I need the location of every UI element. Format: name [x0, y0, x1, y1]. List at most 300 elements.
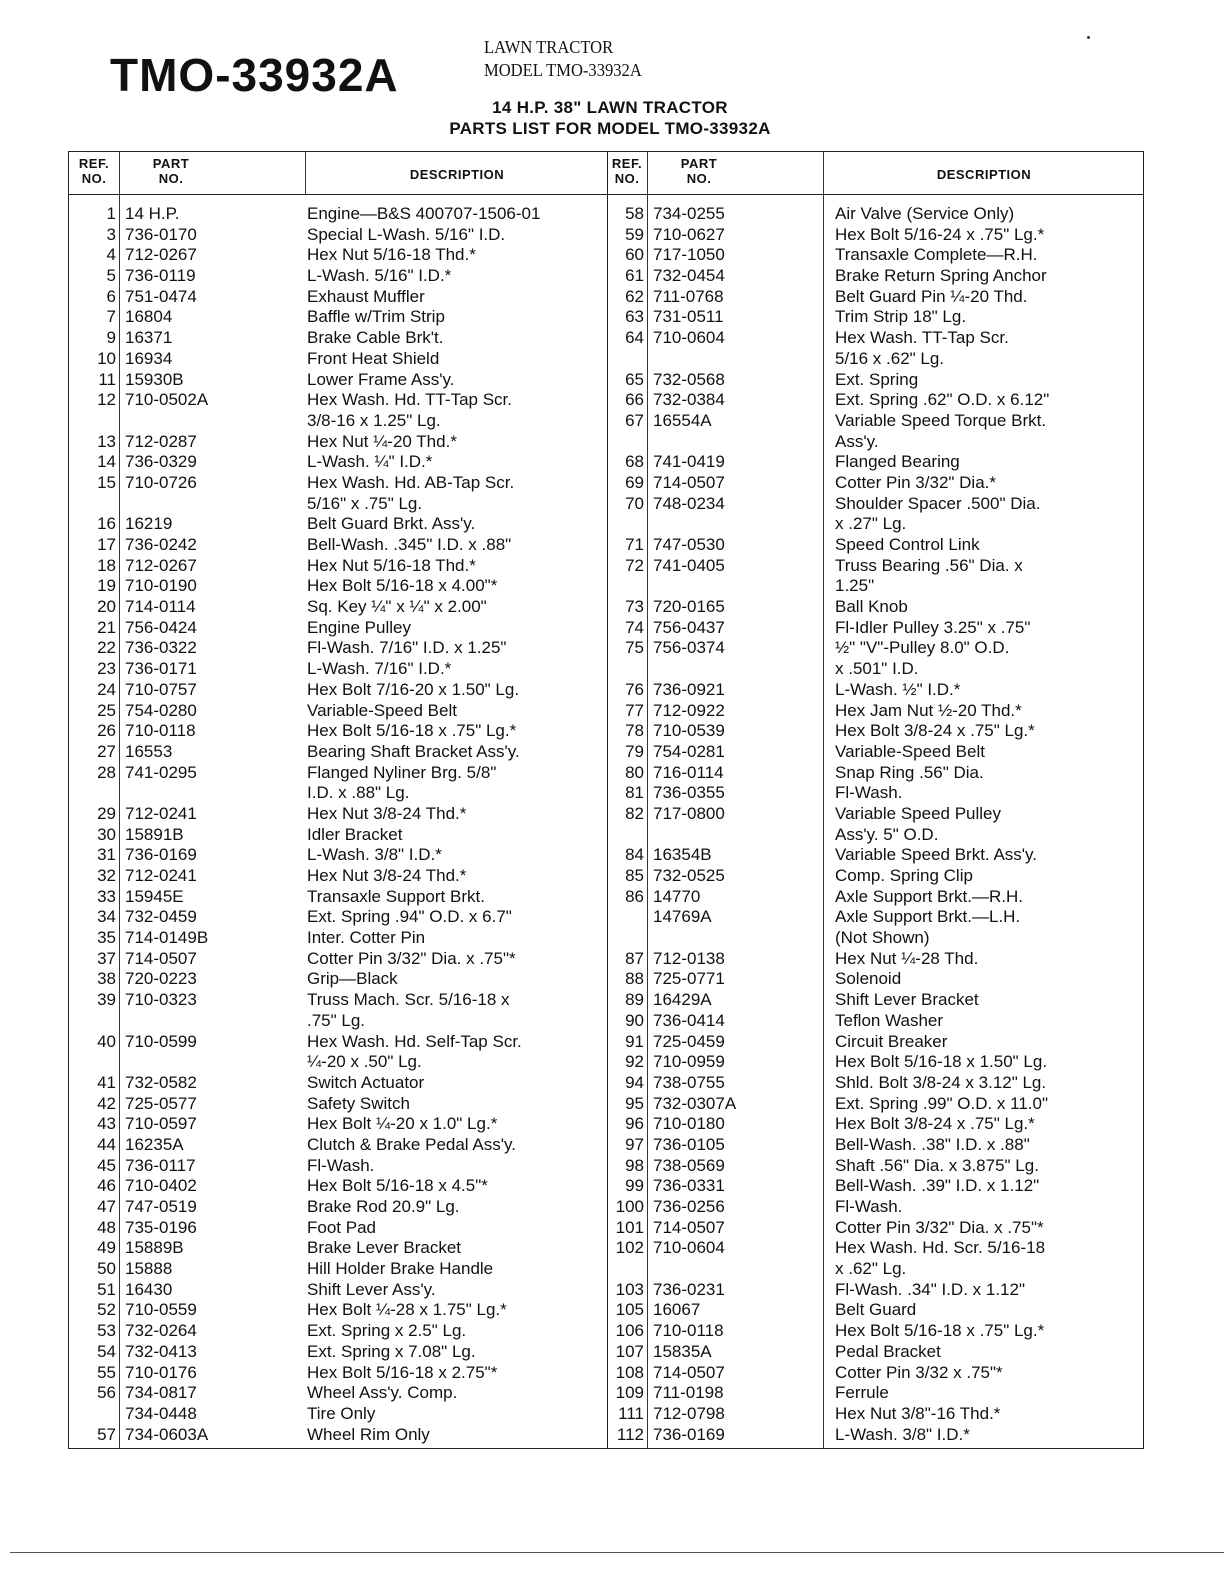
part-no-cell: 736-0242 — [125, 535, 197, 554]
description-cell: Variable-Speed Belt — [307, 700, 457, 720]
description-cell: Bell-Wash. .38" I.D. x .88" — [835, 1134, 1030, 1154]
description-cell: Engine Pulley — [307, 617, 411, 637]
table-row — [607, 1218, 1143, 1239]
description-cell: Hex Bolt 7/16-20 x 1.50" Lg. — [307, 679, 520, 699]
part-no-cell: 732-0454 — [653, 266, 725, 286]
ref-no-cell: 60 — [625, 245, 644, 265]
table-row — [69, 887, 607, 908]
description-cell: Cotter Pin 3/32" Dia. x .75"* — [307, 948, 516, 968]
ref-no-cell: 64 — [625, 328, 644, 348]
ref-no-cell: 16 — [97, 514, 116, 534]
description-cell: Hex Nut 5/16-18 Thd.* — [307, 245, 476, 265]
description-cell: L-Wash. 3/8" I.D.* — [307, 845, 442, 865]
part-no-cell: 14770 — [653, 886, 701, 906]
table-row — [69, 452, 607, 473]
table-row — [69, 1197, 607, 1218]
description-cell: L-Wash. 3/8" I.D.* — [835, 1424, 970, 1444]
table-row — [69, 763, 607, 784]
table-row — [607, 473, 1143, 494]
description-cell: Baffle w/Trim Strip — [307, 307, 445, 327]
table-row — [69, 535, 607, 556]
left-rows — [69, 204, 607, 1445]
part-no-cell: 736-0256 — [653, 1197, 725, 1216]
table-row — [69, 969, 607, 990]
ref-no-cell: 81 — [625, 783, 644, 803]
part-no-cell: 732-0413 — [125, 1341, 197, 1361]
table-row — [69, 804, 607, 825]
description-cell: Axle Support Brkt.—L.H. — [835, 907, 1021, 927]
table-row — [607, 1135, 1143, 1156]
table-row — [69, 907, 607, 928]
header-ref-no: REF. NO. — [611, 156, 643, 186]
table-row — [69, 245, 607, 266]
ref-no-cell: 20 — [97, 597, 116, 617]
description-cell: Variable Speed Torque Brkt. — [835, 410, 1047, 430]
part-no-cell: 714-0507 — [653, 1217, 725, 1237]
ref-no-cell: 54 — [97, 1341, 116, 1361]
ref-no-cell: 98 — [625, 1155, 644, 1175]
description-cell: Wheel Rim Only — [307, 1424, 430, 1444]
table-row — [69, 825, 607, 846]
part-no-cell: 710-0627 — [653, 224, 725, 244]
table-row — [607, 1156, 1143, 1177]
table-row — [69, 1321, 607, 1342]
description-cell: Shaft .56" Dia. x 3.875" Lg. — [835, 1155, 1039, 1175]
table-row — [607, 432, 1143, 453]
table-row — [607, 514, 1143, 535]
ref-no-cell: 57 — [97, 1424, 116, 1444]
table-row — [607, 370, 1143, 391]
ref-no-cell: 38 — [97, 969, 116, 989]
description-cell: Lower Frame Ass'y. — [307, 369, 455, 389]
ref-no-cell: 4 — [106, 245, 116, 265]
description-cell: Hex Bolt ¼-20 x 1.0" Lg.* — [307, 1114, 498, 1134]
part-no-cell: 710-0180 — [653, 1114, 725, 1134]
description-cell: Ext. Spring .62" O.D. x 6.12" — [835, 390, 1050, 410]
table-row — [69, 1259, 607, 1280]
table-row — [69, 742, 607, 763]
ref-no-cell: 76 — [625, 679, 644, 699]
description-cell: Shift Lever Ass'y. — [307, 1279, 436, 1299]
part-no-cell: 710-0118 — [125, 721, 196, 741]
part-no-cell: 15930B — [125, 369, 184, 389]
subtitle-line-1: 14 H.P. 38" LAWN TRACTOR — [492, 98, 728, 117]
ref-no-cell: 97 — [625, 1134, 644, 1154]
table-row — [607, 763, 1143, 784]
description-cell: I.D. x .88" Lg. — [307, 783, 410, 803]
description-cell: Ext. Spring .99" O.D. x 11.0" — [835, 1093, 1049, 1113]
part-no-cell: 714-0507 — [653, 1362, 725, 1382]
ref-no-cell: 53 — [97, 1321, 116, 1341]
part-no-cell: 15889B — [125, 1238, 184, 1258]
description-cell: Hex Wash. Hd. Scr. 5/16-18 — [835, 1238, 1046, 1258]
ref-no-cell: 86 — [625, 886, 644, 906]
description-cell: Bell-Wash. .39" I.D. x 1.12" — [835, 1176, 1040, 1196]
description-cell: Ext. Spring — [835, 369, 919, 389]
ref-no-cell: 99 — [625, 1176, 644, 1196]
description-cell: Shift Lever Bracket — [835, 990, 979, 1010]
description-cell: Hex Nut ¼-28 Thd. — [835, 948, 979, 968]
part-no-cell: 16219 — [125, 514, 173, 534]
table-row — [607, 618, 1143, 639]
table-row — [69, 1280, 607, 1301]
part-no-cell: 736-0414 — [653, 1010, 725, 1030]
description-cell: Belt Guard — [835, 1300, 917, 1320]
table-row — [607, 638, 1143, 659]
part-no-cell: 16934 — [125, 348, 173, 368]
ref-no-cell: 14 — [97, 452, 116, 472]
ref-no-cell: 42 — [97, 1093, 116, 1113]
ref-no-cell: 85 — [625, 866, 644, 885]
table-row — [607, 866, 1143, 887]
description-cell: L-Wash. ½" I.D.* — [835, 679, 961, 699]
part-no-cell: 736-0119 — [125, 266, 196, 286]
part-no-cell: 717-0800 — [653, 803, 725, 823]
table-row — [69, 1114, 607, 1135]
description-cell: Hex Wash. Hd. TT-Tap Scr. — [307, 390, 513, 410]
ref-no-cell: 29 — [97, 803, 116, 823]
part-no-cell: 736-0117 — [125, 1155, 196, 1175]
description-cell: Air Valve (Service Only) — [835, 204, 1015, 223]
part-no-cell: 736-0170 — [125, 224, 197, 244]
description-cell: Snap Ring .56" Dia. — [835, 762, 984, 782]
description-cell: Shld. Bolt 3/8-24 x 3.12" Lg. — [835, 1072, 1047, 1092]
description-cell: x .27" Lg. — [835, 514, 907, 534]
part-no-cell: 16554A — [653, 410, 712, 430]
ref-no-cell: 77 — [625, 700, 644, 720]
ref-no-cell: 79 — [625, 741, 644, 761]
description-cell: Hex Bolt 3/8-24 x .75" Lg.* — [835, 1114, 1035, 1134]
ref-no-cell: 15 — [97, 472, 116, 492]
page-subtitle — [300, 97, 920, 139]
part-no-cell: 756-0437 — [653, 617, 725, 637]
ref-no-cell: 89 — [625, 990, 644, 1010]
part-no-cell: 16354B — [653, 845, 712, 865]
description-cell: Ferrule — [835, 1383, 889, 1403]
table-row — [607, 1094, 1143, 1115]
part-no-cell: 711-0768 — [653, 286, 724, 306]
table-row — [69, 1238, 607, 1259]
description-cell: Hex Bolt 3/8-24 x .75" Lg.* — [835, 721, 1035, 741]
part-no-cell: 710-0118 — [653, 1321, 724, 1341]
description-cell: Belt Guard Pin ¼-20 Thd. — [835, 286, 1028, 306]
table-row — [69, 928, 607, 949]
description-cell: Grip—Black — [307, 969, 398, 989]
description-cell: Variable Speed Brkt. Ass'y. — [835, 845, 1037, 865]
ref-no-cell: 58 — [625, 204, 644, 223]
ref-no-cell: 96 — [625, 1114, 644, 1134]
table-row — [69, 370, 607, 391]
table-row — [607, 597, 1143, 618]
header-description: DESCRIPTION — [409, 167, 505, 182]
ref-no-cell: 37 — [97, 948, 116, 968]
part-no-cell: 738-0569 — [653, 1155, 725, 1175]
description-cell: Cotter Pin 3/32" Dia.* — [835, 472, 997, 492]
description-cell: Transaxle Support Brkt. — [307, 886, 485, 906]
ref-no-cell: 5 — [106, 266, 116, 286]
table-row — [607, 949, 1143, 970]
part-no-cell: 732-0264 — [125, 1321, 197, 1341]
description-cell: Circuit Breaker — [835, 1031, 948, 1051]
ref-no-cell: 7 — [106, 307, 116, 327]
ref-no-cell: 18 — [97, 555, 116, 575]
part-no-cell: 14769A — [653, 907, 712, 927]
part-no-cell: 736-0169 — [125, 845, 197, 865]
table-row — [607, 742, 1143, 763]
ref-no-cell: 70 — [625, 493, 644, 513]
description-cell: Hex Bolt 5/16-18 x 4.5"* — [307, 1176, 488, 1196]
part-no-cell: 714-0114 — [125, 597, 196, 617]
stray-dot-mark — [1087, 36, 1090, 39]
table-row — [69, 1094, 607, 1115]
part-no-cell: 714-0507 — [653, 472, 725, 492]
ref-no-cell: 105 — [615, 1300, 644, 1320]
part-no-cell: 16067 — [653, 1300, 701, 1320]
table-row — [607, 680, 1143, 701]
description-cell: Hex Wash. TT-Tap Scr. — [835, 328, 1009, 348]
part-no-cell: 16804 — [125, 307, 173, 327]
table-row — [607, 556, 1143, 577]
description-cell: Hex Nut 3/8-24 Thd.* — [307, 866, 467, 885]
table-row — [607, 1342, 1143, 1363]
ref-no-cell: 22 — [97, 638, 116, 658]
description-cell: Hex Bolt 5/16-18 x .75" Lg.* — [307, 721, 517, 741]
ref-no-cell: 43 — [97, 1114, 116, 1134]
description-cell: Trim Strip 18" Lg. — [835, 307, 967, 327]
part-no-cell: 710-0604 — [653, 1238, 725, 1258]
table-row — [607, 349, 1143, 370]
table-row — [69, 432, 607, 453]
ref-no-cell: 17 — [97, 535, 116, 554]
table-row — [607, 928, 1143, 949]
description-cell: Ext. Spring x 7.08" Lg. — [307, 1341, 476, 1361]
description-cell: Exhaust Muffler — [307, 286, 425, 306]
description-cell: 3/8-16 x 1.25" Lg. — [307, 410, 441, 430]
table-row — [607, 804, 1143, 825]
table-row — [69, 1176, 607, 1197]
ref-no-cell: 3 — [106, 224, 116, 244]
description-cell: Axle Support Brkt.—R.H. — [835, 886, 1024, 906]
part-no-cell: 725-0459 — [653, 1031, 725, 1051]
part-no-cell: 710-0502A — [125, 390, 209, 410]
table-row — [69, 1218, 607, 1239]
model-title: TMO-33932A — [110, 49, 399, 101]
ref-no-cell: 73 — [625, 597, 644, 617]
table-row — [607, 783, 1143, 804]
table-row — [69, 783, 607, 804]
description-cell: Hex Bolt 5/16-18 x 2.75"* — [307, 1362, 498, 1382]
description-cell: Ball Knob — [835, 597, 908, 617]
description-cell: Hex Wash. Hd. AB-Tap Scr. — [307, 472, 515, 492]
table-row — [607, 845, 1143, 866]
ref-no-cell: 26 — [97, 721, 116, 741]
ref-no-cell: 78 — [625, 721, 644, 741]
ref-no-cell: 46 — [97, 1176, 116, 1196]
note-line-2: MODEL TMO-33932A — [484, 60, 642, 80]
description-cell: Engine—B&S 400707-1506-01 — [307, 204, 541, 223]
description-cell: Idler Bracket — [307, 824, 403, 844]
description-cell: Bell-Wash. .345" I.D. x .88" — [307, 535, 512, 554]
part-no-cell: 15945E — [125, 886, 184, 906]
table-row — [607, 1032, 1143, 1053]
part-no-cell: 735-0196 — [125, 1217, 197, 1237]
table-row — [607, 307, 1143, 328]
description-cell: Ext. Spring .94" O.D. x 6.7" — [307, 907, 512, 927]
description-cell: Hex Nut 3/8"-16 Thd.* — [835, 1403, 1001, 1423]
part-no-cell: 741-0419 — [653, 452, 725, 472]
ref-no-cell: 47 — [97, 1197, 116, 1216]
part-no-cell: 16553 — [125, 741, 173, 761]
description-cell: Switch Actuator — [307, 1072, 425, 1092]
ref-no-cell: 80 — [625, 762, 644, 782]
description-cell: Fl-Wash. — [835, 783, 903, 803]
table-row — [69, 866, 607, 887]
part-no-cell: 720-0223 — [125, 969, 197, 989]
part-no-cell: 731-0511 — [653, 307, 724, 327]
header-part-no: PART NO. — [680, 156, 718, 186]
part-no-cell: 736-0355 — [653, 783, 725, 803]
description-cell: Cotter Pin 3/32" Dia. x .75"* — [835, 1217, 1044, 1237]
table-row — [69, 1052, 607, 1073]
description-cell: Truss Bearing .56" Dia. x — [835, 555, 1023, 575]
part-no-cell: 710-0604 — [653, 328, 725, 348]
ref-no-cell: 19 — [97, 576, 116, 596]
description-cell: Teflon Washer — [835, 1010, 944, 1030]
table-row — [607, 535, 1143, 556]
part-no-cell: 710-0757 — [125, 679, 197, 699]
table-row — [607, 825, 1143, 846]
ref-no-cell: 108 — [615, 1362, 644, 1382]
description-cell: Hex Nut ¼-20 Thd.* — [307, 431, 457, 451]
bottom-rule — [10, 1552, 1224, 1553]
table-row — [69, 618, 607, 639]
part-no-cell: 736-0171 — [125, 659, 197, 679]
part-no-cell: 710-0539 — [653, 721, 725, 741]
part-no-cell: 15888 — [125, 1259, 173, 1279]
ref-no-cell: 67 — [625, 410, 644, 430]
part-no-cell: 712-0241 — [125, 866, 197, 885]
table-row — [607, 721, 1143, 742]
part-no-cell: 712-0138 — [653, 948, 725, 968]
description-cell: Hex Bolt 5/16-18 x .75" Lg.* — [835, 1321, 1045, 1341]
table-row — [607, 1404, 1143, 1425]
part-no-cell: 736-0331 — [653, 1176, 725, 1196]
ref-no-cell: 11 — [98, 369, 116, 389]
table-row — [69, 1032, 607, 1053]
ref-no-cell: 69 — [625, 472, 644, 492]
description-cell: Brake Return Spring Anchor — [835, 266, 1047, 286]
subtitle-line-2: PARTS LIST FOR MODEL TMO-33932A — [449, 119, 771, 138]
table-row — [69, 1300, 607, 1321]
description-cell: Hex Wash. Hd. Self-Tap Scr. — [307, 1031, 522, 1051]
part-no-cell: 710-0726 — [125, 472, 197, 492]
part-no-cell: 16430 — [125, 1279, 173, 1299]
ref-no-cell: 45 — [97, 1155, 116, 1175]
ref-no-cell: 49 — [97, 1238, 116, 1258]
part-no-cell: 15891B — [125, 824, 184, 844]
table-row — [69, 411, 607, 432]
note-line-1: LAWN TRACTOR — [484, 37, 614, 57]
part-no-cell: 751-0474 — [125, 286, 197, 306]
description-cell: Hex Jam Nut ½-20 Thd.* — [835, 700, 1022, 720]
part-no-cell: 712-0922 — [653, 700, 725, 720]
ref-no-cell: 95 — [625, 1093, 644, 1113]
ref-no-cell: 39 — [97, 990, 116, 1010]
table-row — [69, 1011, 607, 1032]
table-row — [607, 266, 1143, 287]
part-no-cell: 732-0307A — [653, 1093, 737, 1113]
table-row — [607, 1176, 1143, 1197]
part-no-cell: 741-0295 — [125, 762, 197, 782]
description-cell: Hill Holder Brake Handle — [307, 1259, 494, 1279]
description-cell: (Not Shown) — [835, 928, 930, 948]
description-cell: Clutch & Brake Pedal Ass'y. — [307, 1134, 516, 1154]
ref-no-cell: 87 — [625, 948, 644, 968]
part-no-cell: 16235A — [125, 1134, 184, 1154]
part-no-cell: 725-0577 — [125, 1093, 197, 1113]
description-cell: Brake Rod 20.9" Lg. — [307, 1197, 460, 1216]
part-no-cell: 710-0190 — [125, 576, 197, 596]
part-no-cell: 732-0582 — [125, 1072, 197, 1092]
part-no-cell: 732-0568 — [653, 369, 725, 389]
part-no-cell: 736-0329 — [125, 452, 197, 472]
ref-no-cell: 112 — [616, 1424, 644, 1444]
description-cell: Foot Pad — [307, 1217, 376, 1237]
table-row — [607, 907, 1143, 928]
part-no-cell: 725-0771 — [653, 969, 725, 989]
ref-no-cell: 55 — [97, 1362, 116, 1382]
table-row — [69, 1342, 607, 1363]
ref-no-cell: 28 — [97, 762, 116, 782]
table-row — [69, 680, 607, 701]
description-cell: Hex Bolt ¼-28 x 1.75" Lg.* — [307, 1300, 507, 1320]
description-cell: x .62" Lg. — [835, 1259, 907, 1279]
table-row — [607, 1383, 1143, 1404]
header-part-no: PART NO. — [152, 156, 190, 186]
ref-no-cell: 82 — [625, 803, 644, 823]
description-cell: Hex Bolt 5/16-18 x 4.00"* — [307, 576, 498, 596]
ref-no-cell: 106 — [615, 1321, 644, 1341]
description-cell: Front Heat Shield — [307, 348, 440, 368]
part-no-cell: 756-0424 — [125, 617, 197, 637]
table-row — [69, 328, 607, 349]
ref-no-cell: 10 — [97, 348, 116, 368]
part-no-cell: 736-0169 — [653, 1424, 725, 1444]
description-cell: Ass'y. 5" O.D. — [835, 824, 939, 844]
ref-no-cell: 107 — [615, 1341, 644, 1361]
ref-no-cell: 50 — [97, 1259, 116, 1279]
table-row — [69, 1425, 607, 1446]
description-cell: L-Wash. ¼" I.D.* — [307, 452, 433, 472]
table-row — [607, 1073, 1143, 1094]
description-cell: x .501" I.D. — [835, 659, 919, 679]
description-cell: Shoulder Spacer .500" Dia. — [835, 493, 1041, 513]
part-no-cell: 732-0459 — [125, 907, 197, 927]
ref-no-cell: 52 — [97, 1300, 116, 1320]
table-row — [607, 969, 1143, 990]
ref-no-cell: 23 — [97, 659, 116, 679]
table-row — [69, 1404, 607, 1425]
description-cell: L-Wash. 5/16" I.D.* — [307, 266, 452, 286]
ref-no-cell: 111 — [618, 1403, 644, 1423]
description-cell: Pedal Bracket — [835, 1341, 941, 1361]
description-cell: ½" "V"-Pulley 8.0" O.D. — [835, 638, 1010, 658]
column-rule — [305, 152, 306, 194]
description-cell: Flanged Bearing — [835, 452, 960, 472]
part-no-cell: 710-0597 — [125, 1114, 197, 1134]
description-cell: Inter. Cotter Pin — [307, 928, 426, 948]
table-row — [69, 556, 607, 577]
